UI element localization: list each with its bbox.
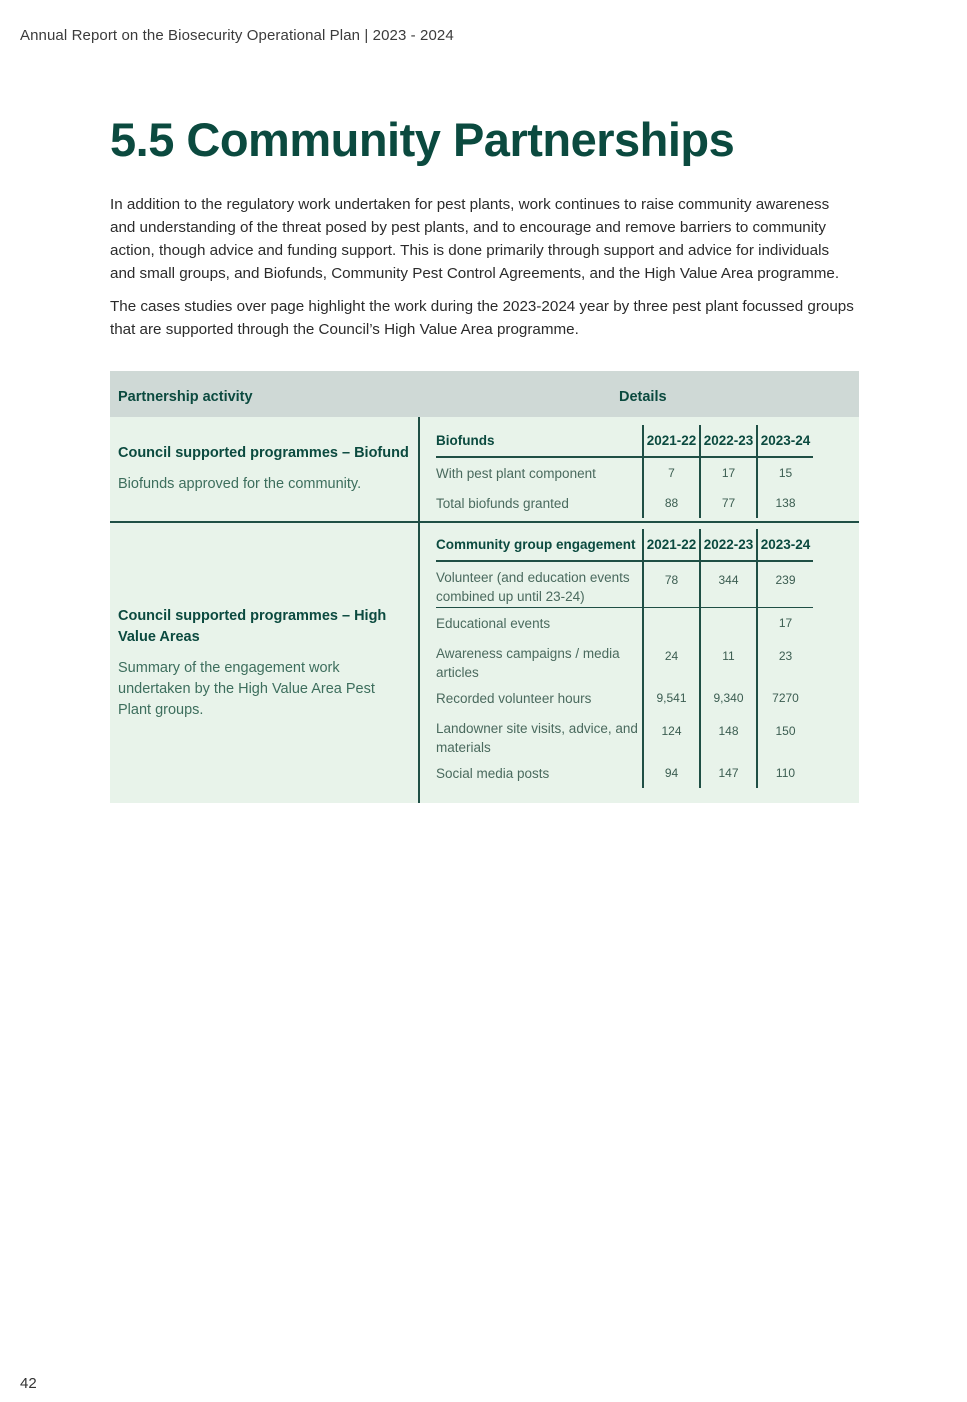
column-header-activity: Partnership activity: [118, 389, 253, 405]
year-header: 2022-23: [700, 425, 757, 457]
intro-text: [110, 193, 855, 351]
value-cell: 88: [643, 488, 700, 518]
value-cell: 9,541: [643, 683, 700, 713]
table-row: [436, 683, 813, 713]
value-cell: 94: [643, 758, 700, 788]
running-header: Annual Report on the Biosecurity Operational Plan | 2023 - 2024: [20, 27, 454, 44]
value-cell: 124: [643, 713, 700, 758]
value-cell: 11: [700, 638, 757, 683]
value-cell: [700, 608, 757, 639]
value-cell: 110: [757, 758, 813, 788]
row-label: Landowner site visits, advice, and materials: [436, 721, 638, 755]
row-label: Total biofunds granted: [436, 495, 569, 511]
activity-cell: [110, 417, 420, 521]
value-cell: 7: [643, 457, 700, 488]
table-row-biofund: [110, 417, 859, 523]
intro-paragraph: The cases studies over page highlight the work during the 2023-2024 year by three pest plant focussed groups that are supported through the Council’s High Value Area programme.: [110, 298, 854, 338]
row-label: Volunteer (and education events combined up until 23-24): [436, 561, 643, 608]
table-row: [436, 608, 813, 639]
details-cell: [420, 417, 859, 521]
table-row: [436, 713, 813, 758]
activity-cell: [110, 523, 420, 803]
table-row: [436, 561, 813, 608]
page-title: 5.5 Community Partnerships: [110, 113, 735, 166]
activity-title: Council supported programmes – Biofund: [118, 445, 409, 461]
value-cell: 17: [757, 608, 813, 639]
table-row: [436, 758, 813, 788]
activity-description: Biofunds approved for the community.: [118, 476, 362, 492]
value-cell: 24: [643, 638, 700, 683]
value-cell: 148: [700, 713, 757, 758]
value-cell: 17: [700, 457, 757, 488]
intro-paragraph: In addition to the regulatory work undertaken for pest plants, work continues to raise community awareness and understanding of the threat posed by pest plants, and to encourage and remove barriers to community action, though advice and funding support. This is done primarily through support and advice for individuals and small groups, and Biofunds, Community Pest Control Agreements, and the High Value Area programme.: [110, 196, 840, 282]
value-cell: 15: [757, 457, 813, 488]
year-header: 2021-22: [643, 425, 700, 457]
subtable-header-label: Community group engagement: [436, 529, 643, 561]
table-row: [436, 457, 813, 488]
value-cell: 147: [700, 758, 757, 788]
year-header: 2023-24: [757, 529, 813, 561]
details-cell: [420, 523, 859, 803]
subtable-header-row: [436, 529, 813, 561]
value-cell: 239: [757, 561, 813, 608]
partnership-table: [110, 371, 859, 803]
table-row-high-value-areas: [110, 523, 859, 803]
year-header: 2023-24: [757, 425, 813, 457]
value-cell: [643, 608, 700, 639]
engagement-subtable: [436, 529, 813, 788]
table-row: [436, 638, 813, 683]
subtable-header-label: Biofunds: [436, 425, 643, 457]
subtable-header-row: [436, 425, 813, 457]
value-cell: 23: [757, 638, 813, 683]
row-label: Recorded volunteer hours: [436, 690, 592, 706]
value-cell: 150: [757, 713, 813, 758]
table-header: [110, 371, 859, 417]
value-cell: 344: [700, 561, 757, 608]
value-cell: 138: [757, 488, 813, 518]
row-label: With pest plant component: [436, 465, 596, 481]
table-row: [436, 488, 813, 518]
activity-title: Council supported programmes – High Value Areas: [118, 607, 387, 645]
value-cell: 78: [643, 561, 700, 608]
page-number: 42: [20, 1375, 37, 1392]
row-label: Educational events: [436, 615, 551, 631]
value-cell: 9,340: [700, 683, 757, 713]
value-cell: 7270: [757, 683, 813, 713]
row-label: Social media posts: [436, 765, 550, 781]
biofund-subtable: [436, 425, 813, 518]
row-label: Awareness campaigns / media articles: [436, 646, 620, 680]
year-header: 2021-22: [643, 529, 700, 561]
value-cell: 77: [700, 488, 757, 518]
year-header: 2022-23: [700, 529, 757, 561]
activity-description: Summary of the engagement work undertaken by the High Value Area Pest Plant groups.: [118, 659, 375, 718]
column-header-details: Details: [619, 389, 667, 405]
